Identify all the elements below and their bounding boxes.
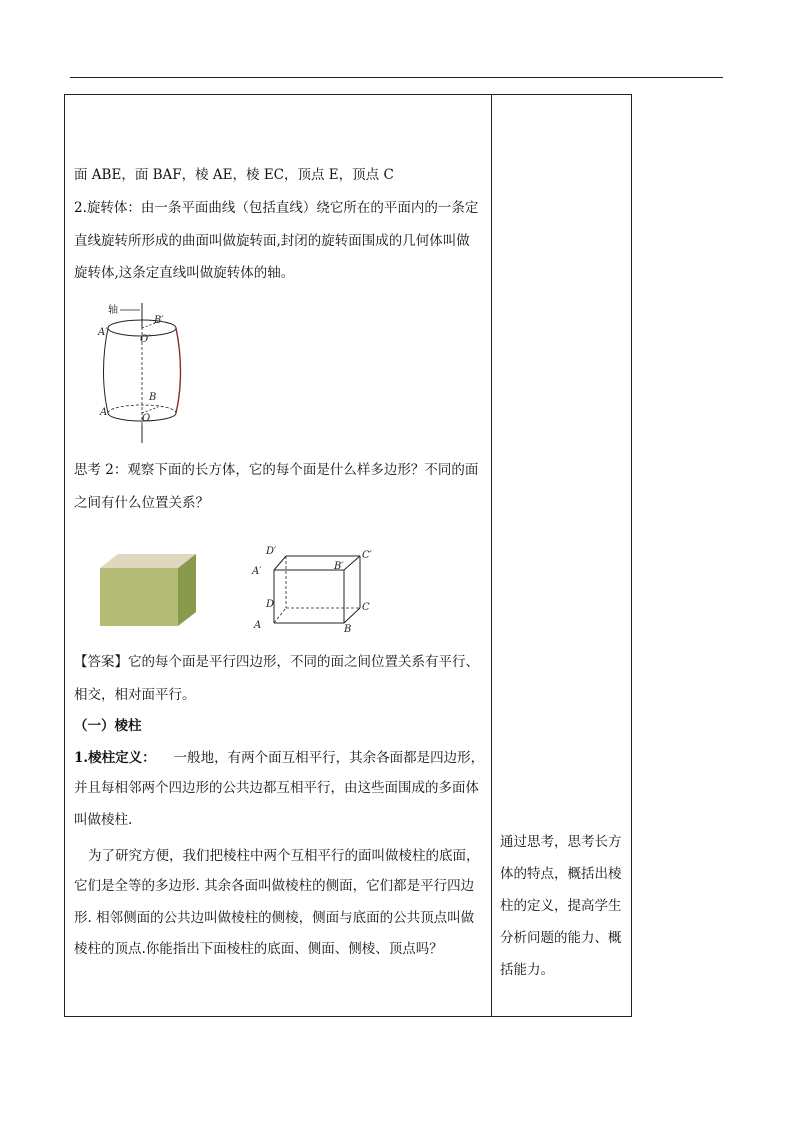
think2-line-1: 思考 2：观察下面的长方体，它的每个面是什么样多边形？不同的面 bbox=[74, 462, 479, 478]
label-d: D bbox=[266, 599, 275, 610]
label-cube-a-prime: A′ bbox=[252, 566, 262, 577]
label-o: O bbox=[142, 413, 151, 424]
think2-line-2: 之间有什么位置关系？ bbox=[74, 495, 209, 511]
rotation-body-def-line-3: 旋转体,这条定直线叫做旋转体的轴。 bbox=[74, 265, 295, 281]
axis-label: 轴 bbox=[108, 305, 118, 316]
note-line-1: 通过思考，思考长方 bbox=[500, 834, 622, 850]
table-column-divider bbox=[491, 94, 492, 1017]
answer-line-1: 【答案】它的每个面是平行四边形，不同的面之间位置关系有平行、 bbox=[74, 654, 479, 670]
answer-line-2: 相交，相对面平行。 bbox=[74, 687, 196, 703]
prism-para-line-2: 它们是全等的多边形. 其余各面叫做棱柱的侧面，它们都是平行四边 bbox=[74, 878, 475, 894]
prism-def-line-2: 并且每相邻两个四边形的公共边都互相平行，由这些面围成的多面体 bbox=[74, 780, 479, 796]
prism-def-line-3: 叫做棱柱. bbox=[74, 812, 133, 828]
label-a: A bbox=[100, 407, 108, 418]
label-cube-b: B bbox=[344, 624, 352, 635]
label-a-prime: A′ bbox=[98, 327, 108, 338]
prism-def-line-1 bbox=[74, 745, 488, 772]
label-cube-a: A bbox=[254, 620, 262, 631]
note-line-4: 分析问题的能力、概 bbox=[500, 930, 622, 946]
prism-para-line-1: 为了研究方便，我们把棱柱中两个互相平行的面叫做棱柱的底面， bbox=[88, 848, 480, 864]
label-c: C bbox=[362, 602, 370, 613]
cuboid-diagram bbox=[252, 546, 382, 635]
text-line-elements: 面 ABE，面 BAF，棱 AE，棱 EC，顶点 E，顶点 C bbox=[74, 167, 394, 183]
header-rule bbox=[70, 77, 723, 78]
section-title-prism: （一）棱柱 bbox=[74, 718, 142, 734]
cuboid-photo bbox=[98, 554, 198, 626]
prism-def-label: 1.棱柱定义： bbox=[74, 750, 156, 766]
rotation-body-figure bbox=[96, 297, 216, 447]
label-o-prime: O′ bbox=[140, 334, 151, 345]
label-cube-b-prime: B′ bbox=[334, 561, 344, 572]
note-line-2: 体的特点，概括出棱 bbox=[500, 866, 622, 882]
prism-para-line-4: 棱柱的顶点.你能指出下面棱柱的底面、侧面、侧棱、顶点吗？ bbox=[74, 941, 443, 957]
prism-para-line-3: 形. 相邻侧面的公共边叫做棱柱的侧棱，侧面与底面的公共顶点叫做 bbox=[74, 910, 475, 926]
label-b: B bbox=[149, 392, 157, 403]
prism-def-text-1: 一般地，有两个面互相平行，其余各面都是四边形， bbox=[173, 750, 485, 766]
note-line-5: 括能力。 bbox=[500, 962, 554, 978]
label-b-prime: B′ bbox=[154, 315, 164, 326]
note-line-3: 柱的定义，提高学生 bbox=[500, 898, 622, 914]
label-d-prime: D′ bbox=[266, 546, 277, 557]
rotation-body-def-line-1: 2.旋转体：由一条平面曲线（包括直线）绕它所在的平面内的一条定 bbox=[74, 200, 479, 216]
rotation-body-def-line-2: 直线旋转所形成的曲面叫做旋转面,封闭的旋转面围成的几何体叫做 bbox=[74, 233, 470, 249]
label-c-prime: C′ bbox=[362, 550, 372, 561]
